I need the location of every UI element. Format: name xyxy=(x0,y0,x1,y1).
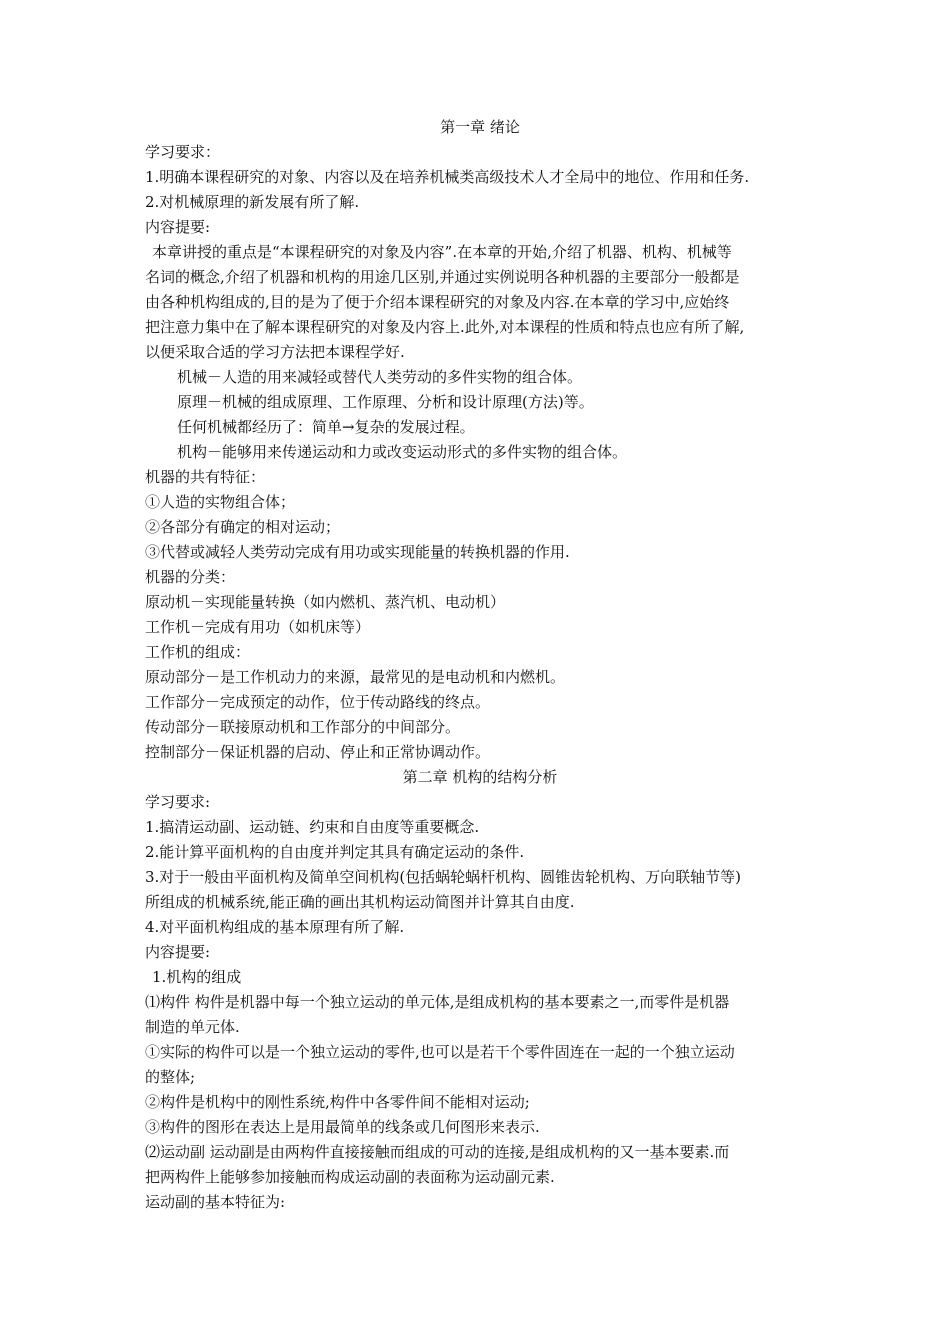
requirement-item: 2.对机械原理的新发展有所了解. xyxy=(145,193,360,211)
features-heading: 机器的共有特征： xyxy=(145,468,266,486)
requirement-item: 1.明确本课程研究的对象、内容以及在培养机械类高级技术人才全局中的地位、作用和任务. xyxy=(145,168,750,186)
features-heading: 运动副的基本特征为: xyxy=(145,1193,286,1211)
requirement-item-continued: 所组成的机械系统,能正确的画出其机构运动简图并计算其自由度. xyxy=(145,893,575,911)
content-summary-heading: 内容提要: xyxy=(145,943,211,961)
chapter-2-title: 第二章 机构的结构分析 xyxy=(402,768,558,786)
content-summary-heading: 内容提要: xyxy=(145,218,211,236)
definition-item: 任何机械都经历了：简单→复杂的发展过程。 xyxy=(177,418,475,436)
paragraph-line: 把注意力集中在了解本课程研究的对象及内容上.此外,对本课程的性质和特点也应有所了解, xyxy=(145,318,745,336)
definition-item: 原理－机械的组成原理、工作原理、分析和设计原理(方法)等。 xyxy=(177,393,594,411)
feature-item: ②各部分有确定的相对运动； xyxy=(145,518,341,536)
paragraph-line: 以便采取合适的学习方法把本课程学好. xyxy=(145,343,405,361)
feature-item: ③代替或减轻人类劳动完成有用功或实现能量的转换机器的作用. xyxy=(145,543,570,561)
requirement-item: 3.对于一般由平面机构及简单空间机构(包括蜗轮蜗杆机构、圆锥齿轮机构、万向联轴节等) xyxy=(145,868,742,886)
requirement-item: 1.搞清运动副、运动链、约束和自由度等重要概念. xyxy=(145,818,480,836)
requirement-item: 2.能计算平面机构的自由度并判定其具有确定运动的条件. xyxy=(145,843,525,861)
paragraph-line: 本章讲授的重点是“本课程研究的对象及内容”.在本章的开始,介绍了机器、机构、机械等 xyxy=(152,243,732,261)
learning-requirements-heading: 学习要求： xyxy=(145,143,221,161)
feature-item: ①人造的实物组合体； xyxy=(145,493,296,511)
point-item: ①实际的构件可以是一个独立运动的零件,也可以是若干个零件固连在一起的一个独立运动 xyxy=(145,1043,735,1061)
learning-requirements-heading: 学习要求: xyxy=(145,793,211,811)
composition-item: 工作部分－完成预定的动作，位于传动路线的终点。 xyxy=(145,693,491,711)
paragraph-line: ⑵运动副 运动副是由两构件直接接触而组成的可动的连接,是组成机构的又一基本要素.而 xyxy=(145,1143,730,1161)
point-item: ③构件的图形在表达上是用最简单的线条或几何图形来表示. xyxy=(145,1118,540,1136)
paragraph-line: 把两构件上能够参加接触而构成运动副的表面称为运动副元素. xyxy=(145,1168,555,1186)
point-item: ②构件是机构中的刚性系统,构件中各零件间不能相对运动; xyxy=(145,1093,530,1111)
classification-heading: 机器的分类： xyxy=(145,568,236,586)
paragraph-line: 由各种机构组成的,目的是为了便于介绍本课程研究的对象及内容.在本章的学习中,应始终 xyxy=(145,293,730,311)
classification-item: 原动机－实现能量转换（如内燃机、蒸汽机、电动机） xyxy=(145,593,506,611)
chapter-1-title: 第一章 绪论 xyxy=(440,118,520,136)
paragraph-line: 制造的单元体. xyxy=(145,1018,240,1036)
point-item-continued: 的整体; xyxy=(145,1068,196,1086)
paragraph-line: 名词的概念,介绍了机器和机构的用途几区别,并通过实例说明各种机器的主要部分一般都是 xyxy=(145,268,740,286)
definition-item: 机械－人造的用来减轻或替代人类劳动的多件实物的组合体。 xyxy=(177,368,583,386)
composition-heading: 工作机的组成： xyxy=(145,643,251,661)
section-heading: 1.机构的组成 xyxy=(152,968,242,986)
classification-item: 工作机－完成有用功（如机床等） xyxy=(145,618,371,636)
composition-item: 传动部分－联接原动机和工作部分的中间部分。 xyxy=(145,718,461,736)
composition-item: 控制部分－保证机器的启动、停止和正常协调动作。 xyxy=(145,743,491,761)
composition-item: 原动部分－是工作机动力的来源，最常见的是电动机和内燃机。 xyxy=(145,668,566,686)
definition-item: 机构－能够用来传递运动和力或改变运动形式的多件实物的组合体。 xyxy=(177,443,628,461)
requirement-item: 4.对平面机构组成的基本原理有所了解. xyxy=(145,918,405,936)
paragraph-line: ⑴构件 构件是机器中每一个独立运动的单元体,是组成机构的基本要素之一,而零件是机器 xyxy=(145,993,730,1011)
